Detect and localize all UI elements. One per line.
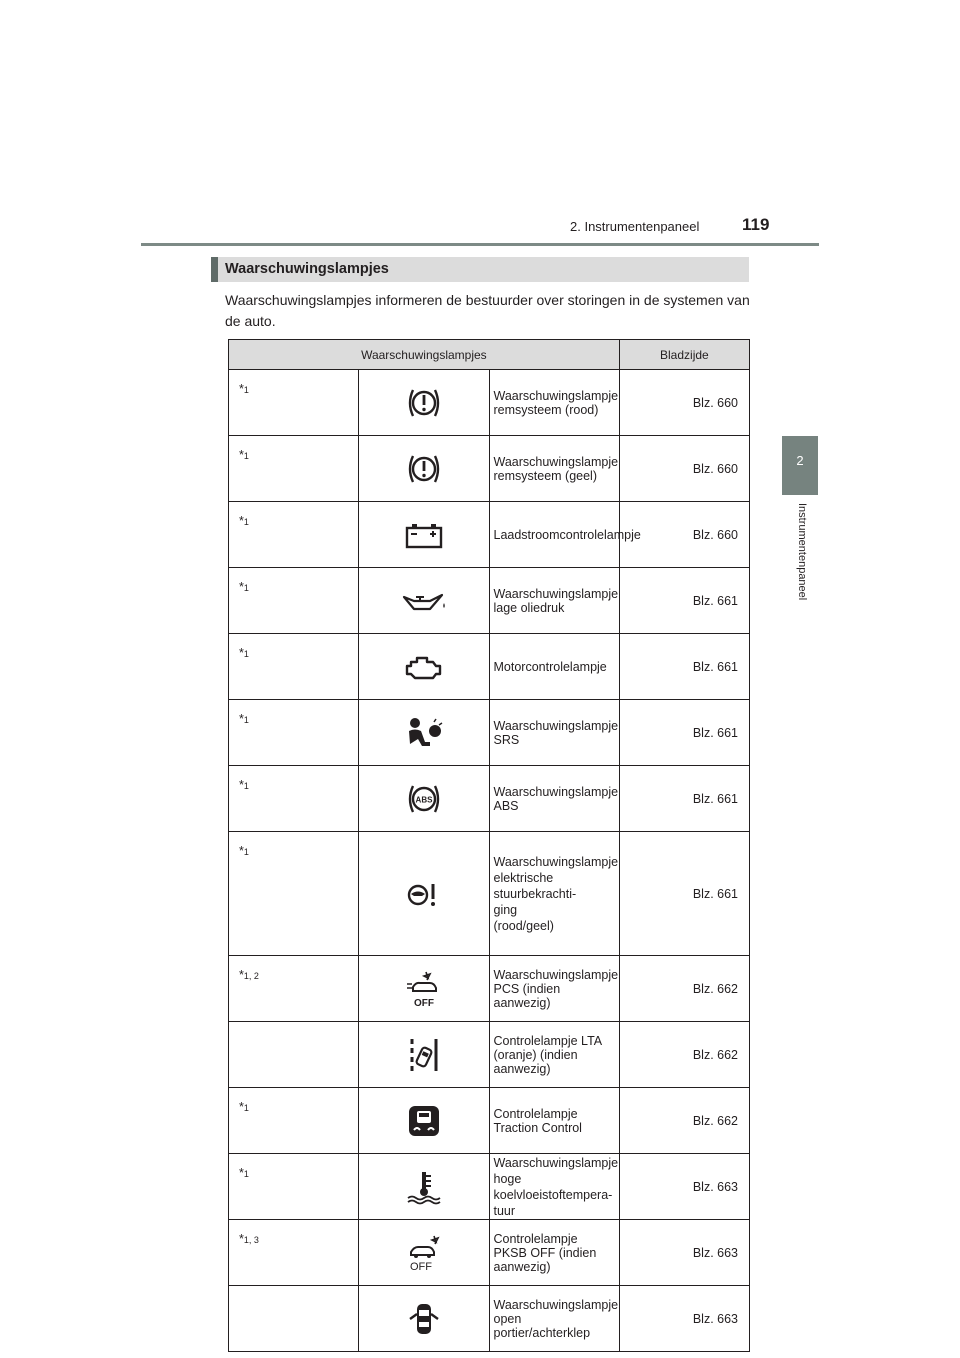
warning-lights-table xyxy=(228,339,750,1352)
table-row xyxy=(229,502,750,568)
footnote-star: * xyxy=(239,580,244,594)
footnote-mark xyxy=(229,1022,359,1088)
page-reference: Blz. 663 xyxy=(619,1154,749,1220)
brake-warning-icon xyxy=(359,436,489,502)
light-description: Motorcontrolelampje xyxy=(489,634,619,700)
page-reference: Blz. 661 xyxy=(619,568,749,634)
footnote-star: * xyxy=(239,514,244,528)
footnote-mark xyxy=(229,1286,359,1352)
light-description: Waarschuwingslampje lage oliedruk xyxy=(489,568,619,634)
page-reference: Blz. 663 xyxy=(619,1286,749,1352)
airbag-icon xyxy=(359,700,489,766)
header-lights: Waarschuwingslampjes xyxy=(229,340,620,370)
engine-icon xyxy=(359,634,489,700)
table-row xyxy=(229,700,750,766)
table-row xyxy=(229,436,750,502)
footnote-mark xyxy=(229,1154,359,1220)
table-row xyxy=(229,1154,750,1220)
chapter-title: 2. Instrumentenpaneel xyxy=(570,219,700,234)
power-steering-icon xyxy=(359,832,489,956)
coolant-temperature-icon xyxy=(359,1154,489,1220)
page-reference: Blz. 662 xyxy=(619,1088,749,1154)
footnote-mark xyxy=(229,956,359,1022)
chapter-tab: 2 xyxy=(782,436,818,495)
section-heading xyxy=(211,257,749,282)
page-reference: Blz. 661 xyxy=(619,832,749,956)
footnote-star: * xyxy=(239,382,244,396)
svg-text:OFF: OFF xyxy=(413,997,434,1009)
footnote-mark xyxy=(229,436,359,502)
light-description: Waarschuwingslampje remsysteem (rood) xyxy=(489,370,619,436)
header-page: Bladzijde xyxy=(619,340,749,370)
footnote-number: 1 xyxy=(243,451,249,461)
light-description: Laadstroomcontrolelampje xyxy=(489,502,619,568)
light-description: Waarschuwingslampje SRS xyxy=(489,700,619,766)
chapter-tab-label-text: Instrumentenpaneel xyxy=(796,503,808,601)
footnote-mark xyxy=(229,370,359,436)
footnote-number: 1, 2 xyxy=(243,971,259,981)
table-row xyxy=(229,832,750,956)
footnote-number: 1 xyxy=(243,1103,249,1113)
page-reference: Blz. 661 xyxy=(619,634,749,700)
page-reference: Blz. 662 xyxy=(619,956,749,1022)
svg-text:ABS: ABS xyxy=(415,795,433,804)
footnote-number: 1 xyxy=(243,517,249,527)
table-row xyxy=(229,1286,750,1352)
light-description: Waarschuwingslampje PCS (indien aanwezig) xyxy=(489,956,619,1022)
light-description: Waarschuwingslampje elektrische stuurbekrachti- ging (rood/geel) xyxy=(489,832,619,956)
pcs-off-icon xyxy=(359,956,489,1022)
footnote-star: * xyxy=(239,712,244,726)
pksb-off-icon xyxy=(359,1220,489,1286)
page-reference: Blz. 661 xyxy=(619,700,749,766)
footnote-star: * xyxy=(239,1100,244,1114)
footnote-number: 1 xyxy=(243,1169,249,1179)
footnote-mark xyxy=(229,568,359,634)
light-description: Waarschuwingslampje remsysteem (geel) xyxy=(489,436,619,502)
table-header-row xyxy=(229,340,750,370)
traction-control-icon xyxy=(359,1088,489,1154)
footnote-number: 1 xyxy=(243,781,249,791)
footnote-mark xyxy=(229,1220,359,1286)
footnote-number: 1 xyxy=(243,649,249,659)
section-accent xyxy=(211,257,218,282)
light-description: Controlelampje PKSB OFF (indien aanwezig) xyxy=(489,1220,619,1286)
footnote-star: * xyxy=(239,1166,244,1180)
light-description: Controlelampje LTA (oranje) (indien aanwezig) xyxy=(489,1022,619,1088)
footnote-number: 1 xyxy=(243,847,249,857)
intro-paragraph: Waarschuwingslampjes informeren de bestuurder over storingen in de systemen van de auto. xyxy=(225,292,750,329)
section-title: Waarschuwingslampjes xyxy=(225,261,389,277)
footnote-mark xyxy=(229,1088,359,1154)
footnote-mark xyxy=(229,832,359,956)
page-number: 119 xyxy=(742,215,770,234)
table-row xyxy=(229,1220,750,1286)
open-door-icon xyxy=(359,1286,489,1352)
footnote-star: * xyxy=(239,968,244,982)
header-rule xyxy=(141,243,819,246)
table-row xyxy=(229,956,750,1022)
footnote-star: * xyxy=(239,448,244,462)
footnote-number: 1 xyxy=(243,385,249,395)
footnote-number: 1 xyxy=(243,583,249,593)
abs-icon xyxy=(359,766,489,832)
footnote-mark xyxy=(229,502,359,568)
footnote-star: * xyxy=(239,778,244,792)
table-row xyxy=(229,1088,750,1154)
footnote-number: 1, 3 xyxy=(243,1235,259,1245)
page-reference: Blz. 660 xyxy=(619,370,749,436)
page-reference: Blz. 663 xyxy=(619,1220,749,1286)
light-description: Waarschuwingslampje open portier/achterklep xyxy=(489,1286,619,1352)
footnote-mark xyxy=(229,700,359,766)
footnote-star: * xyxy=(239,1232,244,1246)
footnote-number: 1 xyxy=(243,715,249,725)
lane-trace-icon xyxy=(359,1022,489,1088)
footnote-star: * xyxy=(239,844,244,858)
light-description: Controlelampje Traction Control xyxy=(489,1088,619,1154)
light-description: Waarschuwingslampje hoge koelvloeistoftempera- tuur xyxy=(489,1154,619,1220)
oil-can-icon xyxy=(359,568,489,634)
footnote-star: * xyxy=(239,646,244,660)
page-reference: Blz. 660 xyxy=(619,436,749,502)
table-row xyxy=(229,370,750,436)
table-row xyxy=(229,766,750,832)
battery-icon xyxy=(359,502,489,568)
table-row xyxy=(229,634,750,700)
table-row xyxy=(229,1022,750,1088)
page-reference: Blz. 662 xyxy=(619,1022,749,1088)
svg-text:OFF: OFF xyxy=(409,1260,432,1273)
page-reference: Blz. 661 xyxy=(619,766,749,832)
light-description: Waarschuwingslampje ABS xyxy=(489,766,619,832)
footnote-mark xyxy=(229,766,359,832)
table-row xyxy=(229,568,750,634)
footnote-mark xyxy=(229,634,359,700)
brake-warning-icon xyxy=(359,370,489,436)
page-reference: Blz. 660 xyxy=(619,502,749,568)
